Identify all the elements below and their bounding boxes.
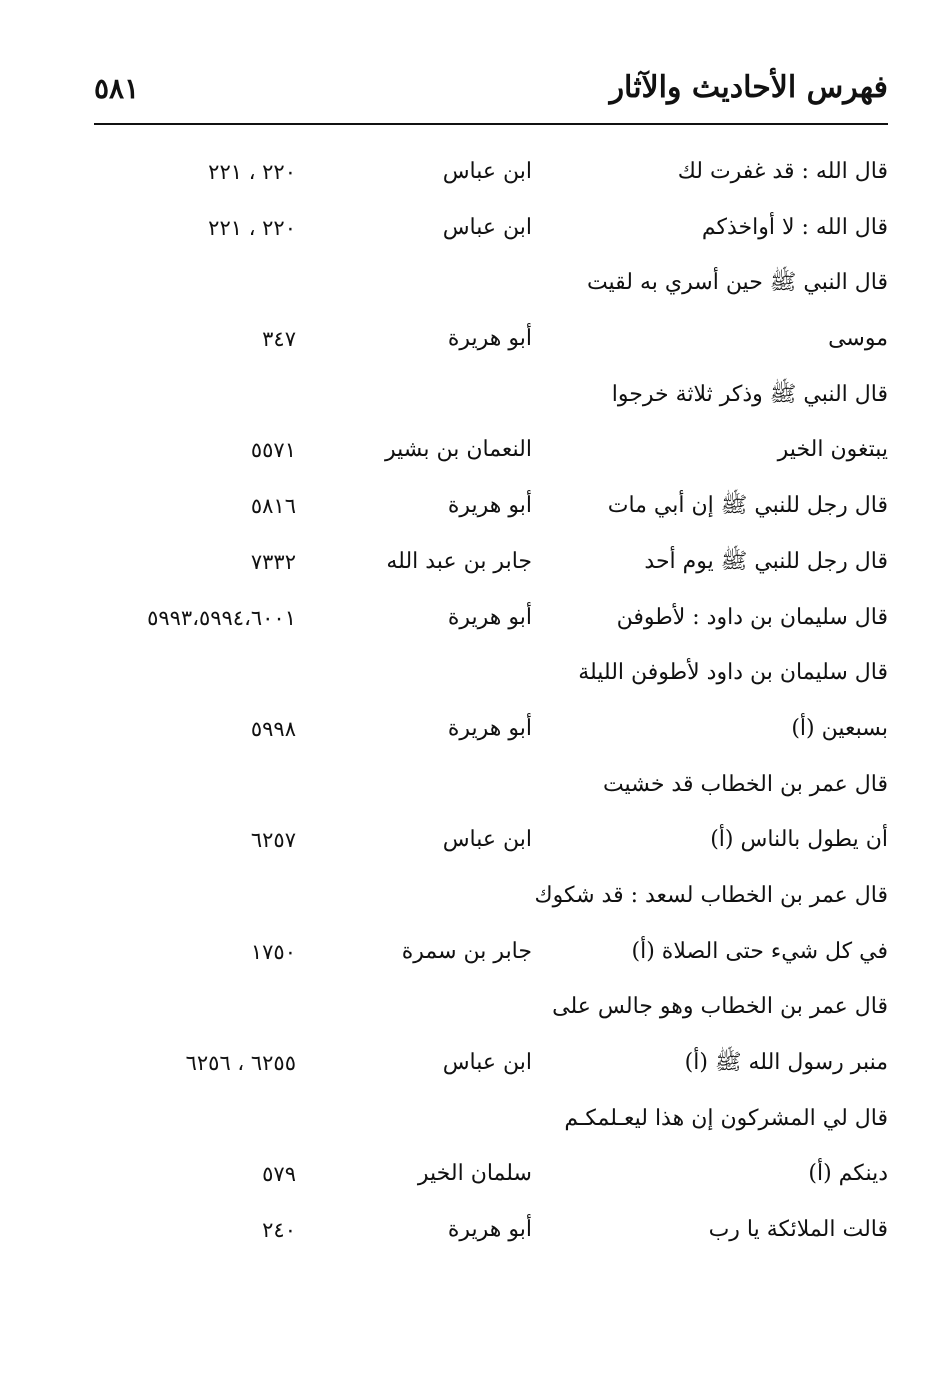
hadith-text: قال الله : قد غفرت لك [677, 159, 888, 184]
hadith-text: يبتغون الخير [777, 437, 888, 463]
narrator: أبو هريرة [447, 493, 532, 519]
hadith-text: قال الله : لا أواخذكم [701, 214, 888, 240]
hadith-text: قال لي المشركون إن هذا ليعـلمكـم [564, 1105, 888, 1131]
hadith-index-list [94, 145, 888, 1259]
hadith-numbers: ٥٩٩٨ [250, 716, 296, 741]
index-entry [94, 1036, 888, 1092]
index-entry [94, 869, 888, 925]
index-entry [94, 368, 888, 424]
hadith-text: قال سليمان بن داود لأطوفن الليلة [578, 660, 888, 686]
index-entry [94, 591, 888, 647]
hadith-text: في كل شيء حتى الصلاة (أ) [631, 938, 888, 964]
narrator: ابن عباس [442, 827, 532, 853]
hadith-text: قال سليمان بن داود : لأطوفن [616, 604, 888, 630]
hadith-text: موسى [828, 326, 888, 352]
narrator: سلمان الخير [417, 1161, 532, 1187]
hadith-numbers: ٥٥٧١ [250, 438, 296, 463]
hadith-text: قال النبي ﷺ وذكر ثلاثة خرجوا [611, 381, 888, 407]
hadith-text: أن يطول بالناس (أ) [710, 827, 888, 853]
hadith-text: قال عمر بن الخطاب وهو جالس على [552, 994, 888, 1020]
narrator: أبو هريرة [447, 326, 532, 352]
narrator: أبو هريرة [447, 604, 532, 630]
narrator: ابن عباس [442, 1050, 532, 1075]
hadith-text: قال عمر بن الخطاب قد خشيت [602, 771, 888, 797]
index-entry [94, 646, 888, 702]
index-entry [94, 925, 888, 981]
page-title: فهرس الأحاديث والآثار [609, 70, 888, 105]
narrator: ابن عباس [442, 214, 532, 240]
index-entry [94, 535, 888, 591]
index-entry [94, 256, 888, 312]
index-entry [94, 201, 888, 257]
hadith-text: قال رجل للنبي ﷺ يوم أحد [644, 548, 888, 574]
narrator: أبو هريرة [447, 1217, 532, 1243]
hadith-text: قالت الملائكة يا رب [708, 1217, 888, 1243]
narrator: جابر بن عبد الله [386, 548, 532, 574]
hadith-numbers: ٢٤٠ [262, 1218, 296, 1243]
hadith-numbers: ٧٣٣٢ [250, 549, 296, 574]
page-header [94, 62, 888, 110]
index-entry [94, 1147, 888, 1203]
hadith-numbers: ٢٢٠ ، ٢٢١ [208, 160, 296, 184]
hadith-numbers: ٥٩٩٣،٥٩٩٤،٦٠٠١ [147, 605, 296, 630]
hadith-text: قال رجل للنبي ﷺ إن أبي مات [607, 493, 888, 519]
narrator: النعمان بن بشير [384, 437, 532, 463]
hadith-text: قال النبي ﷺ حين أسري به لقيت [586, 270, 888, 296]
index-entry [94, 702, 888, 758]
hadith-numbers: ٣٤٧ [262, 327, 296, 352]
index-entry [94, 423, 888, 479]
hadith-numbers: ٥٧٩ [262, 1162, 296, 1187]
index-entry [94, 1092, 888, 1148]
narrator: ابن عباس [442, 159, 532, 184]
hadith-numbers: ١٧٥٠ [250, 939, 296, 964]
index-entry [94, 312, 888, 368]
index-entry [94, 479, 888, 535]
hadith-text: قال عمر بن الخطاب لسعد : قد شكوك [534, 882, 888, 908]
hadith-text: بسبعين (أ) [791, 715, 888, 741]
header-divider [94, 123, 888, 125]
narrator: جابر بن سمرة [401, 938, 532, 964]
index-entry [94, 813, 888, 869]
hadith-numbers: ٢٢٠ ، ٢٢١ [208, 215, 296, 240]
index-entry [94, 758, 888, 814]
index-entry [94, 145, 888, 201]
hadith-numbers: ٦٢٥٧ [250, 828, 296, 853]
narrator: أبو هريرة [447, 715, 532, 741]
hadith-text: منبر رسول الله ﷺ (أ) [684, 1050, 888, 1075]
hadith-numbers: ٦٢٥٥ ، ٦٢٥٦ [185, 1051, 296, 1075]
index-entry [94, 980, 888, 1036]
index-entry [94, 1203, 888, 1259]
page-number: ٥٨١ [94, 72, 140, 105]
hadith-text: دينكم (أ) [808, 1161, 888, 1187]
hadith-numbers: ٥٨١٦ [250, 494, 296, 519]
